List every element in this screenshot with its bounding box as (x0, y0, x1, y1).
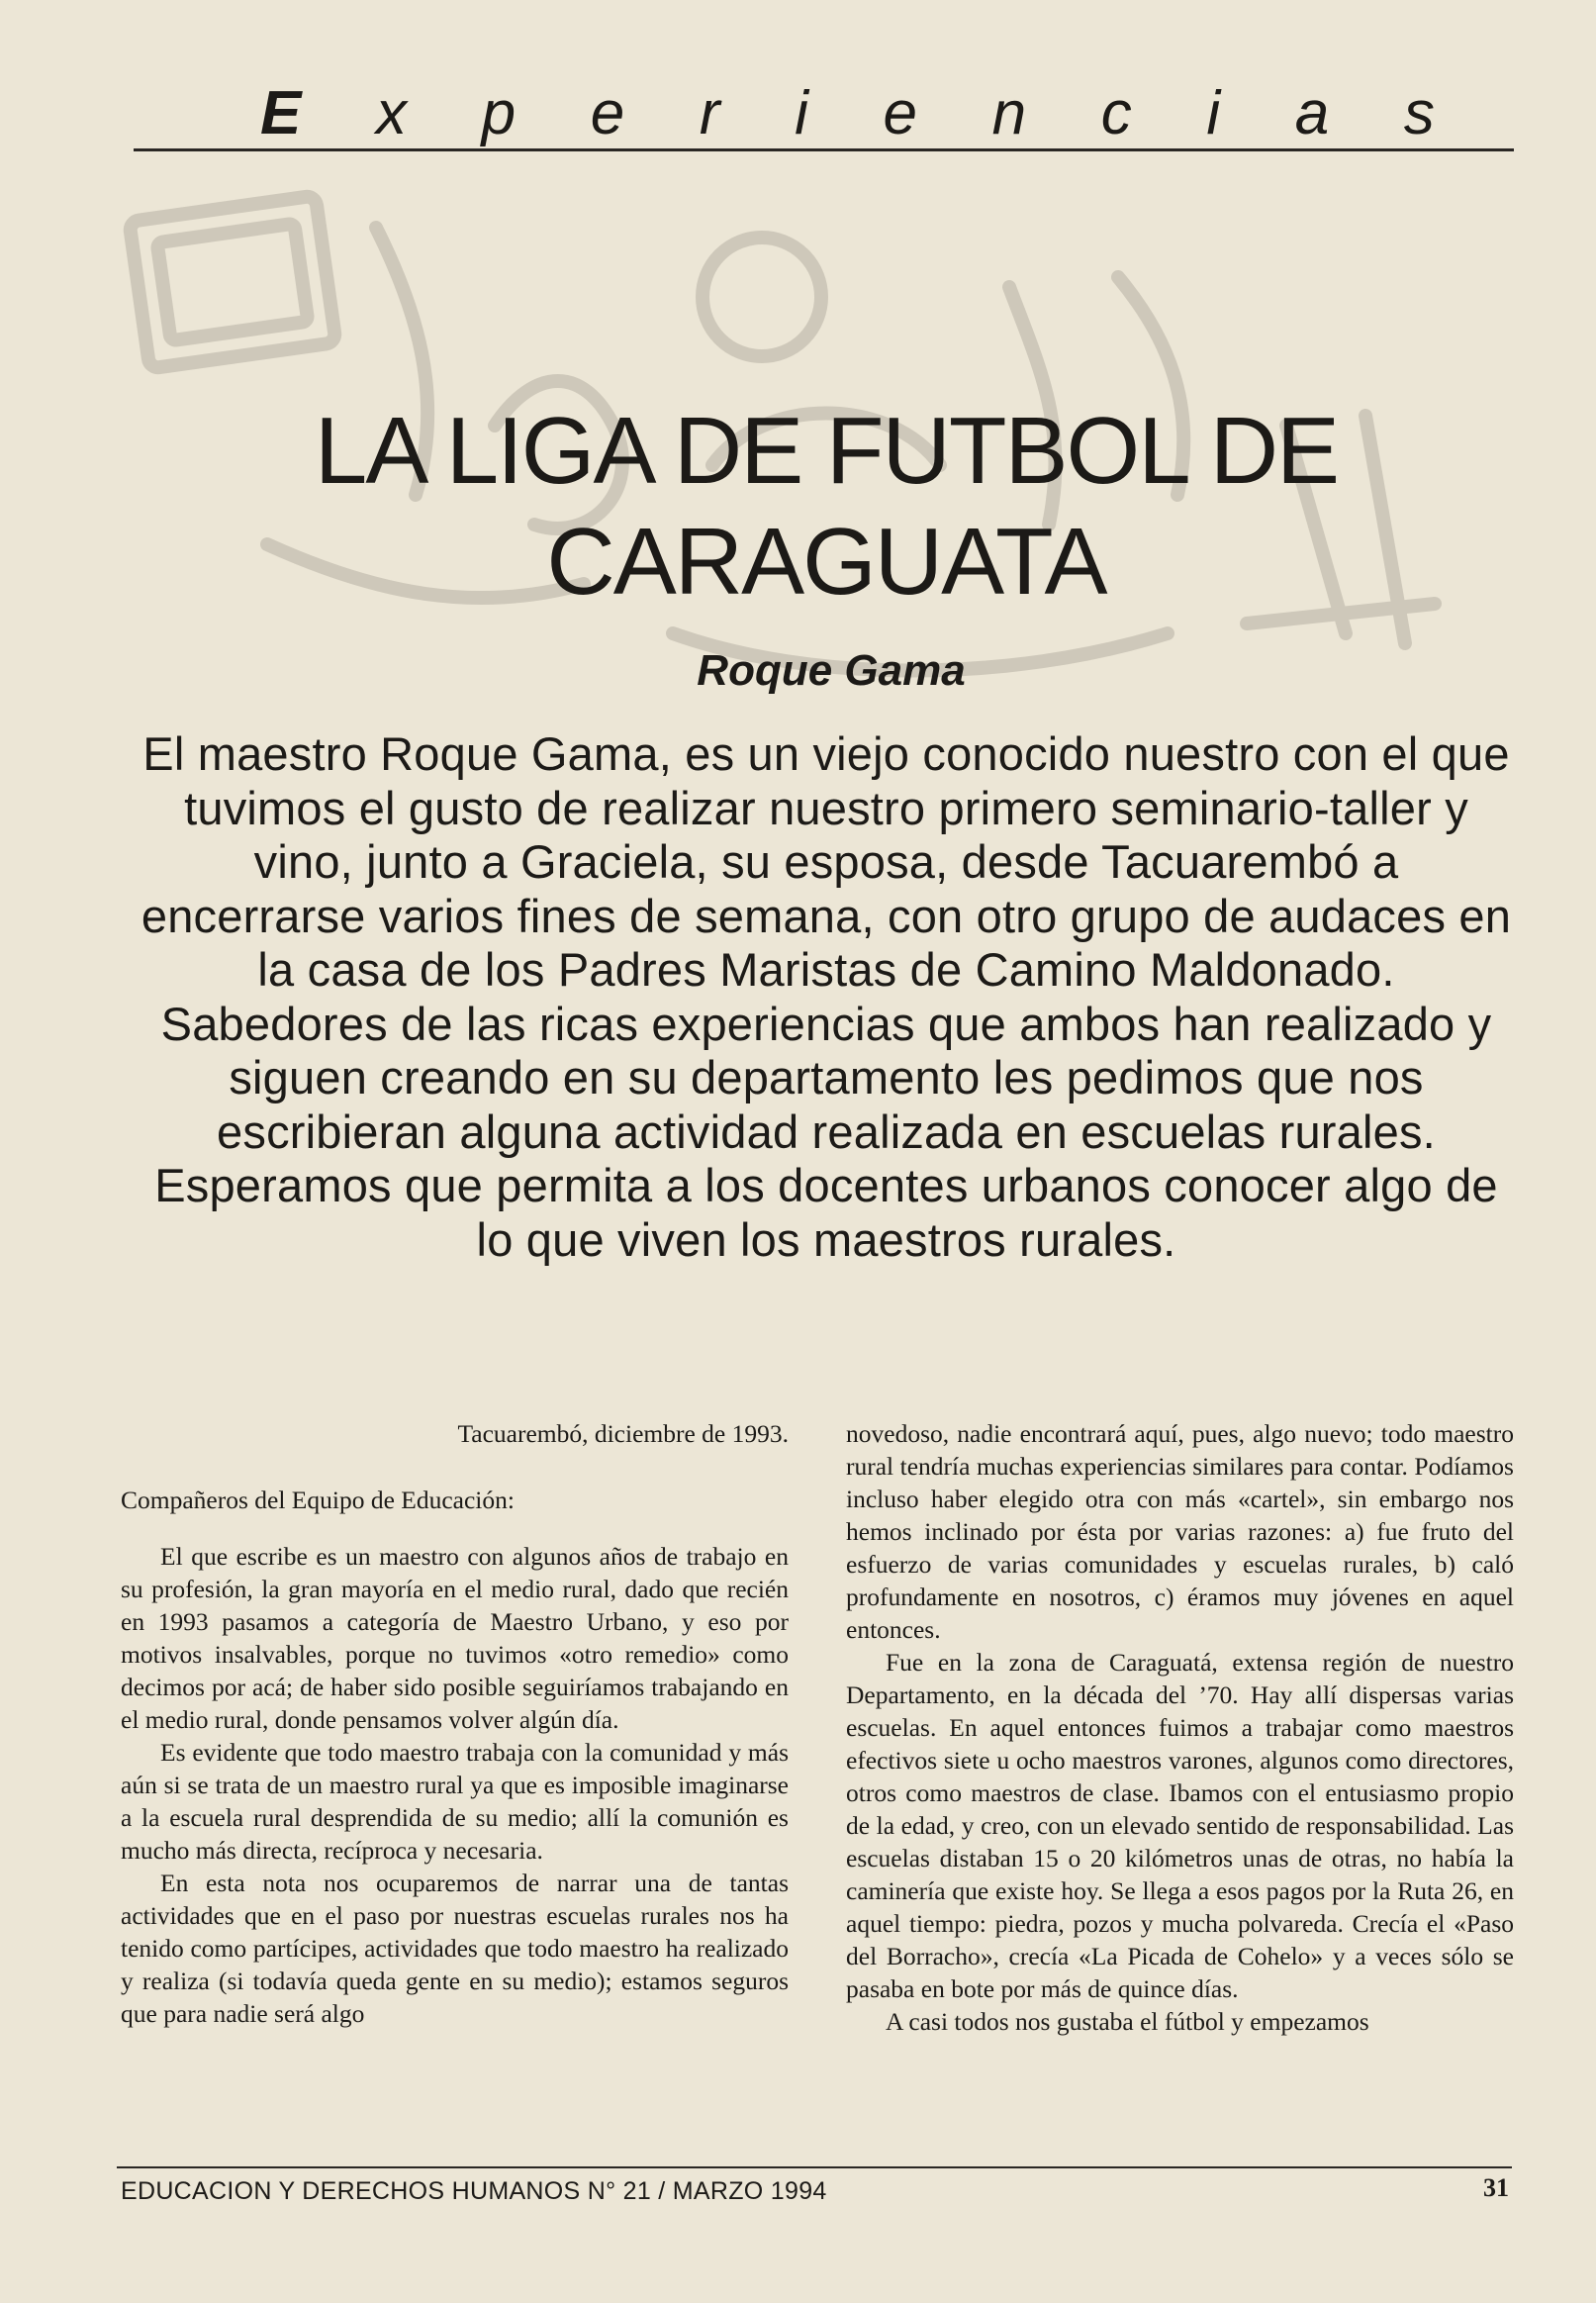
section-header (134, 59, 1514, 151)
body-paragraph: En esta nota nos ocuparemos de narrar una de tantas actividades que en el paso por nuestras escuelas rurales nos ha tenido como partícipes, actividades que todo maestro ha realizado y realiza (si todavía queda gente en su medio); estamos seguros que para nadie será algo (121, 1869, 789, 2028)
footer-publication: EDUCACION Y DERECHOS HUMANOS N° 21 / MARZO 1994 (121, 2177, 827, 2205)
section-letter: e (883, 79, 917, 147)
section-letter: e (590, 79, 625, 147)
section-letter: a (1294, 79, 1330, 147)
body-paragraph: El que escribe es un maestro con algunos años de trabajo en su profesión, la gran mayoría en el medio rural, dado que recién en 1993 pasamos a categoría de Maestro Urbano, y eso por motivos insalvables, porque no tuvimos «otro remedio» como decimos por acá; de haber sido posible seguiríamos trabajando en el medio rural, donde pensamos volver algún día. (121, 1542, 789, 1734)
text-column-left (121, 1417, 789, 2030)
article-author: Roque Gama (697, 646, 966, 695)
letter-date: Tacuarembó, diciembre de 1993. (457, 1419, 789, 1448)
text-column-right (846, 1417, 1514, 2038)
section-letter: i (795, 79, 808, 147)
footer-divider (117, 2166, 1512, 2168)
section-letter: p (481, 79, 516, 147)
section-letter: x (375, 79, 407, 147)
body-paragraph: A casi todos nos gustaba el fútbol y empezamos (886, 2007, 1369, 2036)
section-letter: c (1100, 79, 1132, 147)
section-letter: r (699, 79, 720, 147)
section-letter: i (1206, 79, 1221, 147)
letter-greeting: Compañeros del Equipo de Educación: (121, 1486, 515, 1514)
page-number: 31 (1483, 2173, 1509, 2202)
section-letter: E (260, 79, 302, 147)
section-letter: s (1403, 79, 1435, 147)
article-title: LA LIGA DE FUTBOL DE CARAGUATA (314, 398, 1339, 615)
body-paragraph: novedoso, nadie encontrará aquí, pues, algo nuevo; todo maestro rural tendría muchas experiencias similares para contar. Podíamos incluso haber elegido otra con más «cartel», sin embargo nos hemos inclinado por ésta por varias razones: a) fue fruto del esfuerzo de varias comunidades y escuelas rurales, b) caló profundamente en nosotros, c) éramos muy jóvenes en aquel entonces. (846, 1419, 1514, 1644)
section-header-word (260, 79, 1435, 147)
section-letter: n (991, 79, 1027, 147)
article-intro: El maestro Roque Gama, es un viejo conocido nuestro con el que tuvimos el gusto de realizar nuestro primero seminario-taller y vino, junto a Graciela, su esposa, desde Tacuarembó a encerrarse varios fines de semana, con otro grupo de audaces en la casa de los Padres Maristas de Camino Maldonado. Sabedores de las ricas experiencias que ambos han realizado y siguen creando en su departamento les pedimos que nos escribieran alguna actividad realizada en escuelas rurales. Esperamos que permita a los docentes urbanos conocer algo de lo que viven los maestros rurales. (141, 727, 1512, 1266)
body-paragraph: Es evidente que todo maestro trabaja con la comunidad y más aún si se trata de un maestro rural ya que es imposible imaginarse a la escuela rural desprendida de su medio; allí la comunión es mucho más directa, recíproca y necesaria. (121, 1738, 789, 1865)
body-paragraph: Fue en la zona de Caraguatá, extensa región de nuestro Departamento, en la década del ’70. Hay allí dispersas varias escuelas. En aquel entonces fuimos a trabajar como maestros efectivos siete u ocho maestros varones, algunos como directores, otros como maestros de clase. Ibamos con el entusiasmo propio de la edad, y creo, con un elevado sentido de responsabilidad. Las escuelas distaban 15 o 20 kilómetros unas de otras, no había la caminería que existe hoy. Se llega a esos pagos por la Ruta 26, en aquel tiempo: piedra, pozos y mucha polvareda. Crecía el «Paso del Borracho», crecía «La Picada de Cohelo» y a veces sólo se pasaba en bote por más de quince días. (846, 1648, 1514, 2003)
